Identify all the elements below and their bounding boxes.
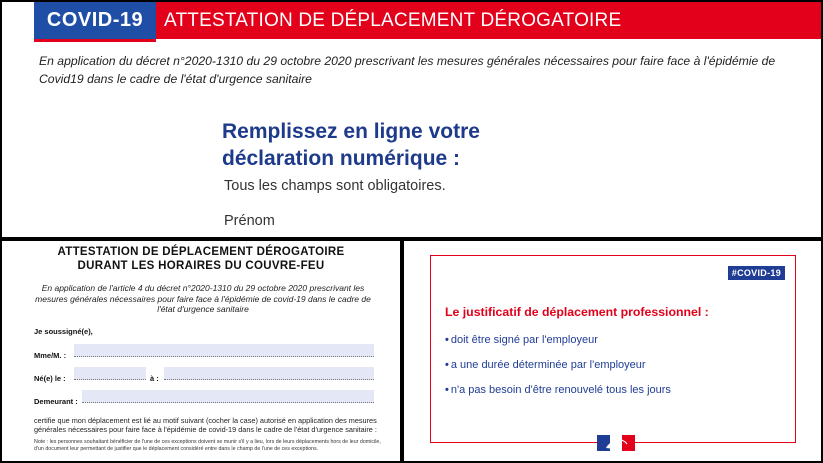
birth-place-field[interactable]	[164, 367, 374, 380]
certify-text: certifie que mon déplacement est lié au motif suivant (cocher la case) autorisé en application des mesures générales nécessaires pour faire face à l'épidémie de covid-19 dans le cadre de l'état d'urgence sanitaire :	[34, 416, 377, 434]
marianne-flag-logo-icon	[597, 435, 635, 451]
online-attestation-panel	[2, 2, 821, 237]
info-item-signed	[445, 334, 598, 346]
birth-date-label: Né(e) le :	[34, 374, 66, 383]
info-item-text: n'a pas besoin d'être renouvelé tous les jours	[450, 384, 671, 396]
professional-travel-info-panel	[404, 241, 821, 461]
undersigned-label: Je soussigné(e),	[34, 327, 93, 336]
info-item-duration	[445, 359, 646, 371]
heading-line-1: Remplissez en ligne votre	[222, 120, 480, 143]
info-item-renewal	[445, 384, 671, 396]
mandatory-fields-note: Tous les champs sont obligatoires.	[224, 178, 446, 194]
info-title: Le justificatif de déplacement professionnel :	[445, 305, 709, 319]
attestation-banner	[34, 2, 821, 42]
info-item-text: a une durée déterminée par l'employeur	[450, 359, 646, 371]
form-title-line-1: ATTESTATION DE DÉPLACEMENT DÉROGATOIRE	[57, 246, 345, 258]
fill-online-heading	[222, 118, 622, 172]
covid-hashtag: #COVID-19	[728, 266, 785, 280]
birth-date-field[interactable]	[74, 367, 146, 380]
form-title	[2, 245, 400, 273]
residence-label: Demeurant :	[34, 397, 78, 406]
bullet-icon: •	[445, 334, 449, 346]
name-field[interactable]	[74, 344, 374, 357]
bullet-icon: •	[445, 359, 449, 371]
covid-tag: COVID-19	[34, 2, 156, 39]
form-decree-text: En application de l'article 4 du décret n°2020-1310 du 29 octobre 2020 prescrivant les mesures générales nécessaires pour faire face à l'épidémie de covid-19 dans le cadre de l'état d'urgence sanitaire	[35, 283, 371, 314]
heading-line-2: déclaration numérique :	[222, 147, 461, 170]
name-label: Mme/M. :	[34, 351, 67, 360]
curfew-attestation-form	[2, 241, 400, 461]
birth-place-label: à :	[150, 374, 159, 383]
info-item-text: doit être signé par l'employeur	[450, 334, 598, 346]
first-name-label: Prénom	[224, 213, 275, 229]
form-title-line-2: DURANT LES HORAIRES DU COUVRE-FEU	[77, 260, 325, 272]
banner-title: ATTESTATION DE DÉPLACEMENT DÉROGATOIRE	[164, 10, 622, 31]
info-card	[430, 255, 796, 443]
exceptions-note: Note : les personnes souhaitant bénéficier de l'une de ces exceptions doivent se munir s'il y a lieu, lors de leurs déplacements hors de leur domicile, d'un document leur permettant de justifier que le déplacement considéré entre dans le champ de l'une de ces exceptions.	[34, 439, 381, 452]
decree-text: En application du décret n°2020-1310 du 29 octobre 2020 prescrivant les mesures générales nécessaires pour faire face à l'épidémie de Covid19 dans le cadre de l'état d'urgence sanitaire	[39, 54, 776, 86]
residence-field[interactable]	[82, 390, 374, 403]
bullet-icon: •	[445, 384, 449, 396]
